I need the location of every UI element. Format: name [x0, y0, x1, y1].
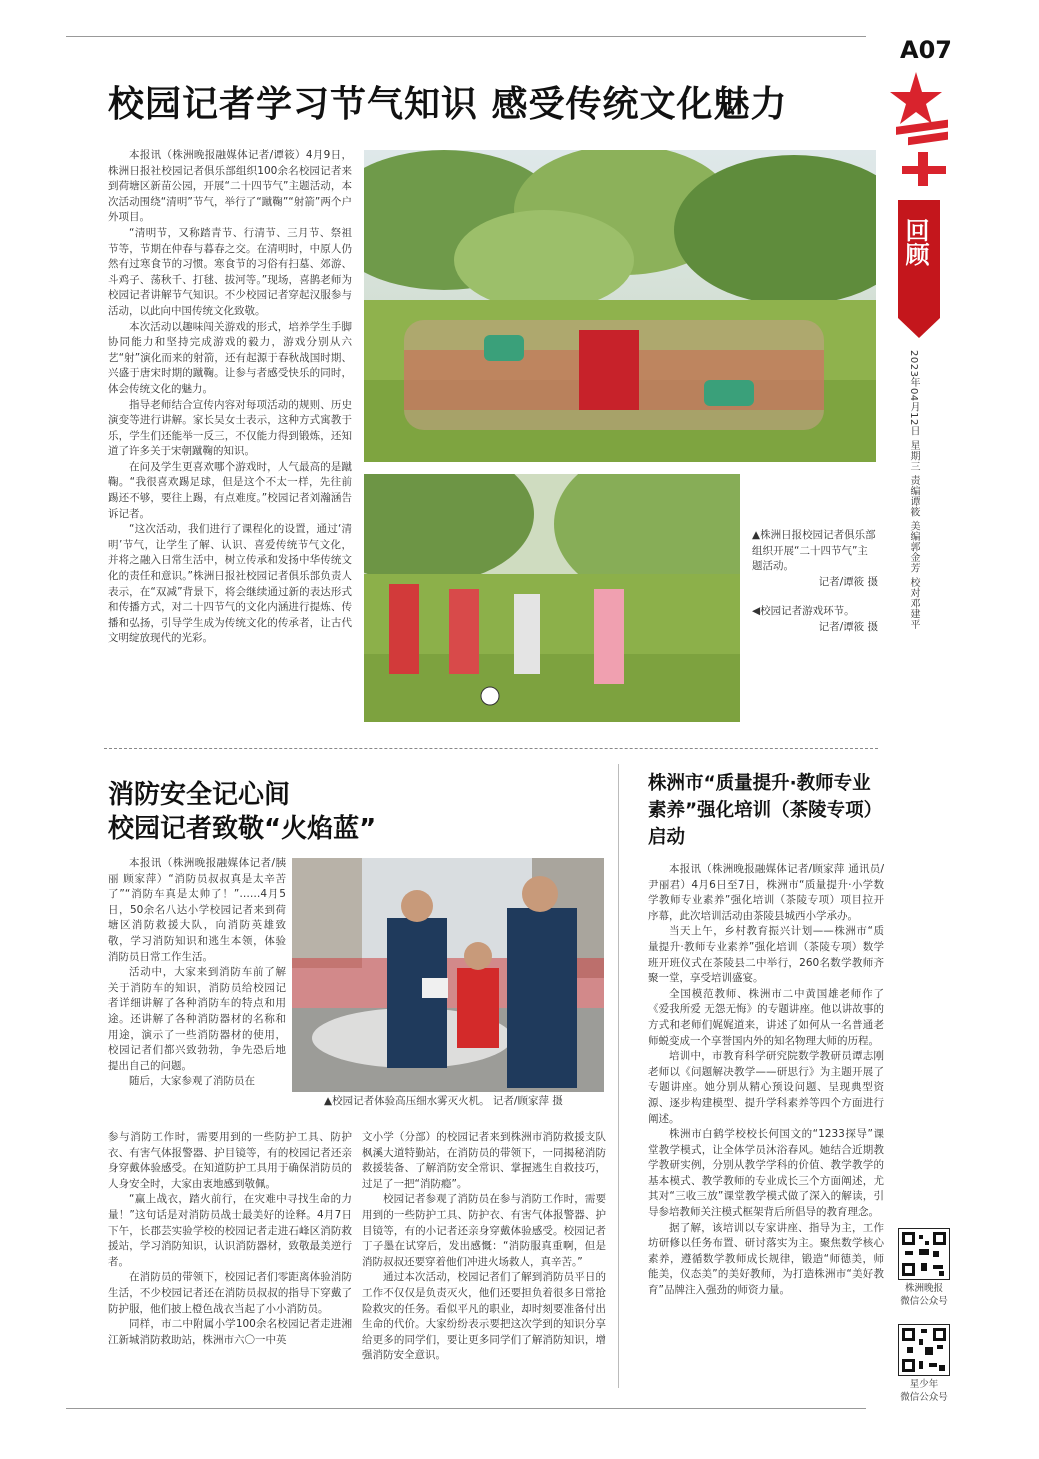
caption-credit: 记者/谭筱 摄	[818, 575, 878, 588]
paragraph: 在消防员的带领下，校园记者们零距离体验消防生活，不少校园记者还在消防员叔叔的指导下穿戴了防护服，他们披上橙色战衣当起了小小消防员。	[108, 1271, 352, 1315]
caption-text: ▲株洲日报校园记者俱乐部组织开展“二十四节气”主题活动。	[752, 529, 876, 572]
paragraph: “清明节，又称踏青节、行清节、三月节、祭祖节等，节期在仲春与暮春之交。在清明时，中原人仍然有过寒食节的习惯。寒食节的习俗有扫墓、郊游、斗鸡子、荡秋千、打毬、拔河等。”现场，喜鹊老师为校园记者讲解节气知识。不少校园记者穿起汉服参与活动，以此向中国传统文化致敬。	[108, 226, 352, 317]
section-tag-text: 回顾	[901, 218, 929, 266]
qr-code-icon	[899, 1325, 949, 1375]
photo1-caption	[752, 528, 878, 590]
paragraph: “这次活动，我们进行了课程化的设置，通过‘清明’节气，让学生了解、认识、喜爱传统节气文化，并将之融入日常生活中，树立传承和发扬中华传统文化的责任和意识。”株洲日报社校园记者俱乐部负责人表示，在“双减”背景下，将会继续通过新的表达形式和传播方式，对二十四节气的文化内涵进行提炼、传播和弘扬，引导学生成为传统文化的传承者，让古代文明绽放现代的光彩。	[108, 523, 352, 645]
paragraph: 全国模范教师、株洲市二中黄国雄老师作了《爱我所爱 无怨无悔》的专题讲座。他以讲故事的方式和老师们娓娓道来，讲述了如何从一名普通老师蜕变成一个享誉国内外的知名物理大师的历程。	[648, 987, 884, 1047]
section-divider	[104, 748, 878, 749]
qr-code-xsn[interactable]	[898, 1324, 950, 1376]
headline-line: 消防安全记心间	[108, 780, 291, 810]
paragraph: 本次活动以趣味闯关游戏的形式，培养学生手脚协同能力和坚持完成游戏的毅力，游戏分别从六艺“射”演化而来的射箭，还有起源于春秋战国时期、兴盛于唐宋时期的蹴鞠。让参与者感受快乐的同时，体会传统文化的魅力。	[108, 320, 352, 395]
group-photo	[364, 150, 876, 462]
paragraph: 活动中，大家来到消防车前了解关于消防车的知识，消防员给校园记者详细讲解了各种消防车的特点和用途。还讲解了各种消防器材的名称和用途，演示了一些消防器材的使用，校园记者们都兴致勃勃，争先恐后地提出自己的问题。	[108, 966, 286, 1072]
section-logo	[888, 70, 958, 190]
firefighter-photo	[292, 858, 604, 1092]
firefighter-caption: ▲校园记者体验高压细水雾灭火机。 记者/顾家萍 摄	[324, 1095, 563, 1107]
qr1-label: 株洲晚报 微信公众号	[900, 1283, 948, 1307]
paragraph: 据了解，该培训以专家讲座、指导为主，工作坊研修以任务布置、研讨落实为主。聚焦数学核心素养，遵循数学教师成长规律，锻造“师德美，师能美，仪态美”的美好教师，为打造株洲市“美好教育”品牌注入强劲的师资力量。	[648, 1221, 884, 1297]
date-line: 2023年04月12日 星期三 责编谭筱 美编郭金芳 校对邓建平	[908, 350, 919, 630]
article1-headline: 校园记者学习节气知识 感受传统文化魅力	[108, 84, 788, 125]
qr-code-icon	[899, 1229, 949, 1279]
paragraph: 当天上午，乡村教育振兴计划——株洲市“质量提升·教师专业素养”强化培训（茶陵专项）数学班开班仪式在茶陵县二中举行，260名数学教师齐聚一堂，享受培训盛宴。	[648, 925, 884, 985]
paragraph: 通过本次活动，校园记者们了解到消防员平日的工作不仅仅是负责灭火，他们还要担负着很多日常抢险救灾的任务。看似平凡的职业，却时刻要准备付出生命的代价。大家纷纷表示要把这次学到的知识分享给更多的同学们，要让更多同学们了解消防知识，增强消防安全意识。	[362, 1271, 606, 1362]
qr-code-zzwb[interactable]	[898, 1228, 950, 1280]
paragraph: 随后，大家参观了消防员在	[129, 1075, 255, 1088]
caption-text: ◀校园记者游戏环节。	[752, 605, 855, 617]
page-number: A07	[900, 36, 952, 64]
top-rule	[66, 36, 866, 37]
article1-body	[108, 148, 352, 647]
article2-col-left	[108, 1130, 352, 1348]
paragraph: 株洲市白鹤学校校长何国文的“1233探导”课堂教学模式，让全体学员沐浴春风。她结合近期教学教研实例，分别从教学学科的价值、教学教学的基本模式、教学教师的专业成长三个方面阐述，尤其对“三收三放”课堂教学模式做了深入的解读，引导参培教师关注模式框架背后所倡导的教育理念。	[648, 1128, 884, 1219]
caption-credit: 记者/谭筱 摄	[818, 620, 878, 633]
paragraph: 同样，市二中附属小学100余名校园记者走进湘江新城消防救助站，株洲市六〇一中英	[108, 1318, 352, 1346]
paragraph: 本报讯（株洲晚报融媒体记者/谭筱）4月9日，株洲日报社校园记者俱乐部组织100余名校园记者来到荷塘区新苗公园，开展“二十四节气”主题活动，本次活动围绕“清明”节气，举行了“蹴鞠”“射箭”两个户外项目。	[108, 149, 352, 224]
paragraph: 培训中，市教育科学研究院数学教研员谭志刚老师以《问题解决教学——研思行》为主题开展了专题讲座。她分别从精心预设问题、呈现典型资源、逐步构建模型、提升学科素养等四个方面进行阐述。	[648, 1050, 884, 1125]
article3-headline: 株洲市“质量提升·教师专业素养”强化培训（茶陵专项）启动	[648, 773, 883, 848]
paragraph: 文小学（分部）的校园记者来到株洲市消防救援支队枫溪大道特勤站，在消防员的带领下，一同揭秘消防救援装备、了解消防安全常识、掌握逃生自救技巧，过足了一把“消防瘾”。	[362, 1131, 606, 1190]
headline-line: 校园记者致敬“火焰蓝”	[108, 814, 377, 844]
star-logo-icon	[888, 70, 958, 190]
paragraph: 校园记者参观了消防员在参与消防工作时，需要用到的一些防护工具、防护衣、有害气体报警器、护目镜等，有的小记者还亲身穿戴体验感受。校园记者丁子墨在试穿后，发出感慨：“消防服真重啊，但是消防叔叔还要穿着他们冲进火场救人，真辛苦。”	[362, 1193, 606, 1268]
paragraph: 本报讯（株洲晚报融媒体记者/胰丽 顾家萍）“消防员叔叔真是太辛苦了”“消防车真是太帅了！”……4月5日，50余名八达小学校园记者来到荷塘区消防救援大队，向消防英雄致敬，学习消防知识和逃生本领，体验消防员日常工作生活。	[108, 857, 286, 963]
bottom-rule	[66, 1408, 866, 1409]
paragraph: 在问及学生更喜欢哪个游戏时，人气最高的是蹴鞠。“我很喜欢踢足球，但是这个不太一样，先往前踢还不够，要往上踢，有点难度。”校园记者刘瀚涵告诉记者。	[108, 460, 352, 520]
column-divider	[618, 764, 619, 1388]
qr2-label: 星少年 微信公众号	[900, 1379, 948, 1403]
article2-headline	[108, 778, 376, 846]
section-tag	[898, 200, 940, 340]
photo2-caption	[752, 604, 878, 635]
paragraph: 参与消防工作时，需要用到的一些防护工具、防护衣、有害气体报警器、护目镜等，有的校园记者还亲身穿戴体验感受。在知道防护工具用于确保消防员的人身安全时，大家由衷地感到敬佩。	[108, 1131, 352, 1190]
article2-col-right	[362, 1130, 606, 1364]
paragraph: 指导老师结合宣传内容对每项活动的规则、历史演变等进行讲解。家长吴女士表示，这种方式寓教于乐，学生们还能举一反三，不仅能力得到锻炼，还知道了许多关于宋朝蹴鞠的知识。	[108, 398, 352, 458]
article3-body	[648, 862, 884, 1299]
paragraph: 本报讯（株洲晚报融媒体记者/顾家萍 通讯员/尹丽君）4月6日至7日，株洲市“质量提升·小学数学教师专业素养”强化培训（茶陵专项）项目拉开序幕，此次培训活动由茶陵县城西小学承办。	[648, 863, 884, 922]
game-photo	[364, 474, 740, 722]
article2-intro	[108, 856, 286, 1090]
paragraph: “赢上战衣，踏火前行，在灾难中寻找生命的力量！”这句话是对消防员战士最美好的诠释。4月7日下午，长郡芸实验学校的校园记者走进石峰区消防救援站，学习消防知识，认识消防器材，致敬最美逆行者。	[108, 1193, 352, 1268]
